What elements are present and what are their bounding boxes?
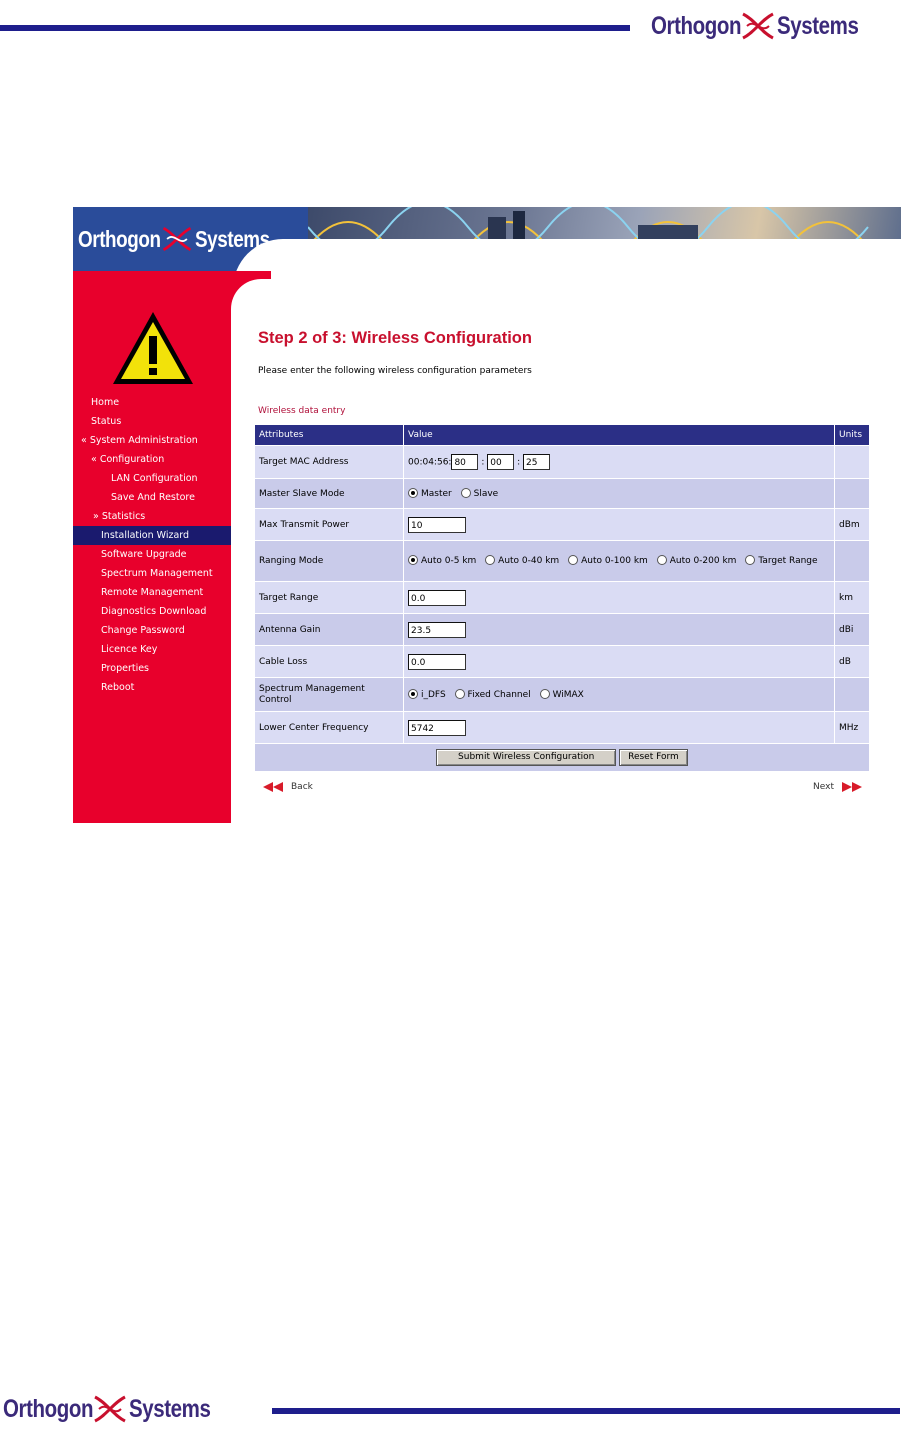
logo-word-1: Orthogon (651, 11, 742, 40)
spectrum-radio-idfs[interactable] (408, 689, 418, 699)
back-link[interactable] (261, 782, 313, 792)
spectrum-option-wimax[interactable]: WiMAX (540, 690, 584, 700)
sidebar-item[interactable]: » Statistics (93, 511, 146, 522)
lower-freq-input[interactable]: 5742 (408, 720, 466, 736)
max-power-input[interactable]: 10 (408, 517, 466, 533)
sidebar-item[interactable]: Change Password (101, 625, 185, 636)
cable-loss-input[interactable]: 0.0 (408, 654, 466, 670)
table-row (255, 541, 870, 582)
logo-swirl-icon (741, 6, 775, 46)
banner-logo (78, 219, 286, 259)
sidebar-item[interactable]: « Configuration (91, 454, 165, 465)
table-row (255, 582, 870, 614)
table-row (255, 509, 870, 541)
mac-prefix: 00:04:56: (408, 457, 452, 468)
sidebar-nav (73, 393, 231, 697)
back-arrow-icon (261, 782, 285, 792)
page-intro: Please enter the following wireless configuration parameters (258, 366, 532, 376)
target-range-input[interactable]: 0.0 (408, 590, 466, 606)
ranging-radio-0-200[interactable] (657, 555, 667, 565)
target-range-unit: km (835, 582, 870, 614)
antenna-gain-unit: dBi (835, 614, 870, 646)
footer-swirl-icon (93, 1389, 127, 1429)
sidebar-item[interactable]: Properties (101, 663, 150, 674)
banner (73, 207, 901, 271)
table-row (255, 678, 870, 712)
sidebar-item[interactable]: Licence Key (101, 644, 158, 655)
spectrum-radio-wimax[interactable] (540, 689, 550, 699)
sidebar-item[interactable]: Diagnostics Download (101, 606, 207, 617)
sidebar-item[interactable]: Remote Management (101, 587, 204, 598)
ranging-option-0-100[interactable]: Auto 0-100 km (568, 556, 648, 566)
wireless-config-table (254, 424, 870, 772)
ranging-radio-0-40[interactable] (485, 555, 495, 565)
spectrum-option-fixed[interactable]: Fixed Channel (455, 690, 531, 700)
antenna-gain-input[interactable]: 23.5 (408, 622, 466, 638)
cable-loss-unit: dB (835, 646, 870, 678)
mac-octet-3-input[interactable]: 25 (523, 454, 550, 470)
ranging-radio-0-5[interactable] (408, 555, 418, 565)
ranging-option-0-200[interactable]: Auto 0-200 km (657, 556, 737, 566)
lower-freq-label: Lower Center Frequency (255, 712, 404, 744)
master-radio[interactable] (408, 488, 418, 498)
master-option[interactable]: Master (408, 489, 452, 499)
back-label: Back (291, 782, 313, 792)
mac-octet-1-input[interactable]: 80 (451, 454, 478, 470)
table-row (255, 712, 870, 744)
footer-logo (3, 1389, 228, 1429)
warning-icon (110, 308, 196, 388)
header-units: Units (835, 425, 870, 446)
header-attributes: Attributes (255, 425, 404, 446)
footer-logo-word-1: Orthogon (3, 1394, 94, 1423)
next-label: Next (813, 782, 834, 792)
mac-label: Target MAC Address (255, 446, 404, 479)
sidebar-item[interactable]: Status (91, 416, 122, 427)
table-row (255, 446, 870, 479)
reset-form-button[interactable]: Reset Form (619, 749, 688, 766)
ranging-option-target[interactable]: Target Range (745, 556, 817, 566)
submit-wireless-button[interactable]: Submit Wireless Configuration (436, 749, 616, 766)
mac-octet-2-input[interactable]: 00 (487, 454, 514, 470)
sidebar-item[interactable]: Installation Wizard (73, 526, 231, 545)
table-row (255, 479, 870, 509)
slave-option[interactable]: Slave (461, 489, 499, 499)
slave-radio[interactable] (461, 488, 471, 498)
banner-logo-word-2: Systems (194, 225, 270, 252)
sidebar-item[interactable]: LAN Configuration (111, 473, 198, 484)
lower-freq-unit: MHz (835, 712, 870, 744)
antenna-gain-label: Antenna Gain (255, 614, 404, 646)
page-title: Step 2 of 3: Wireless Configuration (258, 329, 532, 347)
table-row (255, 614, 870, 646)
mac-sep-2: : (517, 457, 521, 468)
banner-swirl-icon (161, 221, 193, 257)
max-power-label: Max Transmit Power (255, 509, 404, 541)
target-range-label: Target Range (255, 582, 404, 614)
master-slave-label: Master Slave Mode (255, 479, 404, 509)
ranging-label: Ranging Mode (255, 541, 404, 582)
next-link[interactable] (813, 782, 864, 792)
banner-logo-word-1: Orthogon (78, 225, 161, 252)
ranging-option-0-5[interactable]: Auto 0-5 km (408, 556, 476, 566)
mac-sep-1: : (481, 457, 485, 468)
header-value: Value (404, 425, 835, 446)
ranging-radio-0-100[interactable] (568, 555, 578, 565)
next-arrow-icon (840, 782, 864, 792)
cable-loss-label: Cable Loss (255, 646, 404, 678)
table-row (255, 744, 870, 772)
header-rule (0, 25, 630, 31)
ranging-radio-target[interactable] (745, 555, 755, 565)
sidebar-item[interactable]: Home (91, 397, 120, 408)
table-row (255, 646, 870, 678)
max-power-unit: dBm (835, 509, 870, 541)
ranging-option-0-40[interactable]: Auto 0-40 km (485, 556, 559, 566)
sidebar-item[interactable]: « System Administration (81, 435, 198, 446)
sidebar-item[interactable]: Spectrum Management (101, 568, 213, 579)
sidebar-item[interactable]: Reboot (101, 682, 135, 693)
section-title: Wireless data entry (258, 406, 346, 416)
sidebar-item[interactable]: Save And Restore (111, 492, 195, 503)
header-logo (651, 6, 876, 46)
spectrum-label: Spectrum Management Control (255, 678, 404, 712)
spectrum-radio-fixed[interactable] (455, 689, 465, 699)
web-ui-screenshot (73, 207, 901, 823)
footer-logo-word-2: Systems (128, 1394, 211, 1423)
footer-rule (272, 1408, 900, 1414)
logo-word-2: Systems (776, 11, 859, 40)
spectrum-option-idfs[interactable]: i_DFS (408, 690, 446, 700)
sidebar-item[interactable]: Software Upgrade (101, 549, 187, 560)
